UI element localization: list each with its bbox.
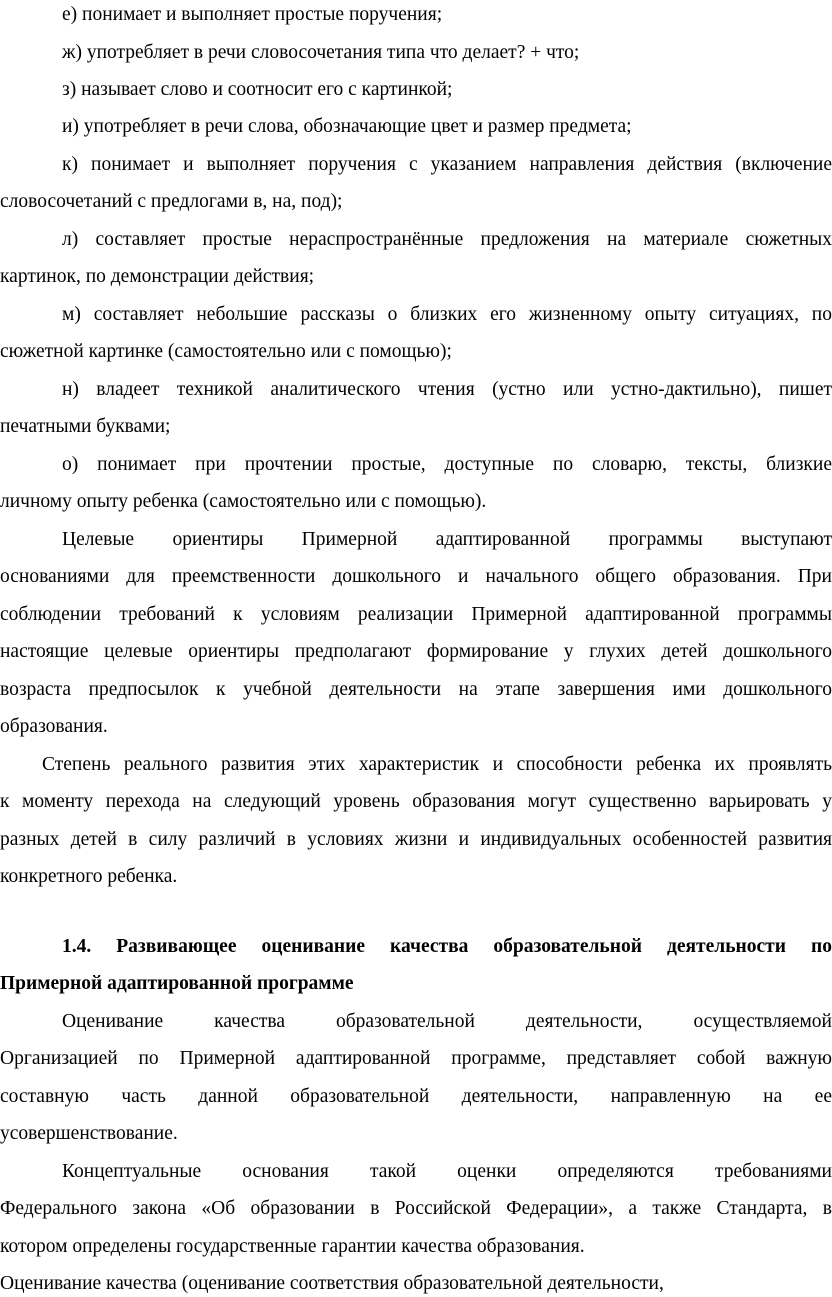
list-item-i: и) употребляет в речи слова, обозначающие цвет и размер предмета; xyxy=(62,116,632,137)
list-item-o-line1: о) понимает при прочтении простые, доступные по словарю, тексты, близкие xyxy=(62,454,832,475)
list-item-z: з) называет слово и соотносит его с картинкой; xyxy=(62,79,453,100)
list-item-e: е) понимает и выполняет простые поручения; xyxy=(62,4,443,25)
list-item-k-line2: словосочетаний с предлогами в, на, под); xyxy=(0,191,343,212)
paragraph-line: Оценивание качества (оценивание соответствия образовательной деятельности, xyxy=(0,1273,664,1294)
section-heading-line2: Примерной адаптированной программе xyxy=(0,973,354,994)
list-item-k-line1: к) понимает и выполняет поручения с указанием направления действия (включение xyxy=(62,154,832,175)
paragraph-line: котором определены государственные гарантии качества образования. xyxy=(0,1236,585,1257)
paragraph-line: разных детей в силу различий в условиях жизни и индивидуальных особенностей развития xyxy=(0,829,832,850)
list-item-m-line1: м) составляет небольшие рассказы о близких его жизненному опыту ситуациях, по xyxy=(62,304,832,325)
paragraph-line: усовершенствование. xyxy=(0,1123,178,1144)
paragraph-line: Организацией по Примерной адаптированной программе, представляет собой важную xyxy=(0,1048,832,1069)
list-item-o-line2: личному опыту ребенка (самостоятельно или с помощью). xyxy=(0,491,487,512)
paragraph-line: составную часть данной образовательной деятельности, направленную на ее xyxy=(0,1086,832,1107)
list-item-n-line2: печатными буквами; xyxy=(0,416,171,437)
list-item-n-line1: н) владеет техникой аналитического чтения (устно или устно-дактильно), пишет xyxy=(62,379,832,400)
paragraph-line: основаниями для преемственности дошкольного и начального общего образования. При xyxy=(0,566,832,587)
list-item-l-line1: л) составляет простые нераспространённые предложения на материале сюжетных xyxy=(62,229,832,250)
paragraph-line: возраста предпосылок к учебной деятельности на этапе завершения ими дошкольного xyxy=(0,679,832,700)
list-item-zh: ж) употребляет в речи словосочетания типа что делает? + что; xyxy=(62,42,580,63)
paragraph-line: настоящие целевые ориентиры предполагают формирование у глухих детей дошкольного xyxy=(0,641,832,662)
list-item-l-line2: картинок, по демонстрации действия; xyxy=(0,266,315,287)
paragraph-line: Концептуальные основания такой оценки определяются требованиями xyxy=(62,1161,832,1182)
paragraph-line: Степень реального развития этих характеристик и способности ребенка их проявлять xyxy=(42,754,832,775)
list-item-m-line2: сюжетной картинке (самостоятельно или с помощью); xyxy=(0,341,452,362)
section-heading-line1: 1.4. Развивающее оценивание качества образовательной деятельности по xyxy=(62,936,832,957)
paragraph-line: конкретного ребенка. xyxy=(0,866,178,887)
paragraph-line: образования. xyxy=(0,716,108,737)
paragraph-line: соблюдении требований к условиям реализации Примерной адаптированной программы xyxy=(0,604,832,625)
paragraph-line: к моменту перехода на следующий уровень образования могут существенно варьировать у xyxy=(0,791,832,812)
paragraph-line: Оценивание качества образовательной деятельности, осуществляемой xyxy=(62,1011,832,1032)
paragraph-line: Федерального закона «Об образовании в Российской Федерации», а также Стандарта, в xyxy=(0,1198,832,1219)
paragraph-line: Целевые ориентиры Примерной адаптированной программы выступают xyxy=(62,529,832,550)
